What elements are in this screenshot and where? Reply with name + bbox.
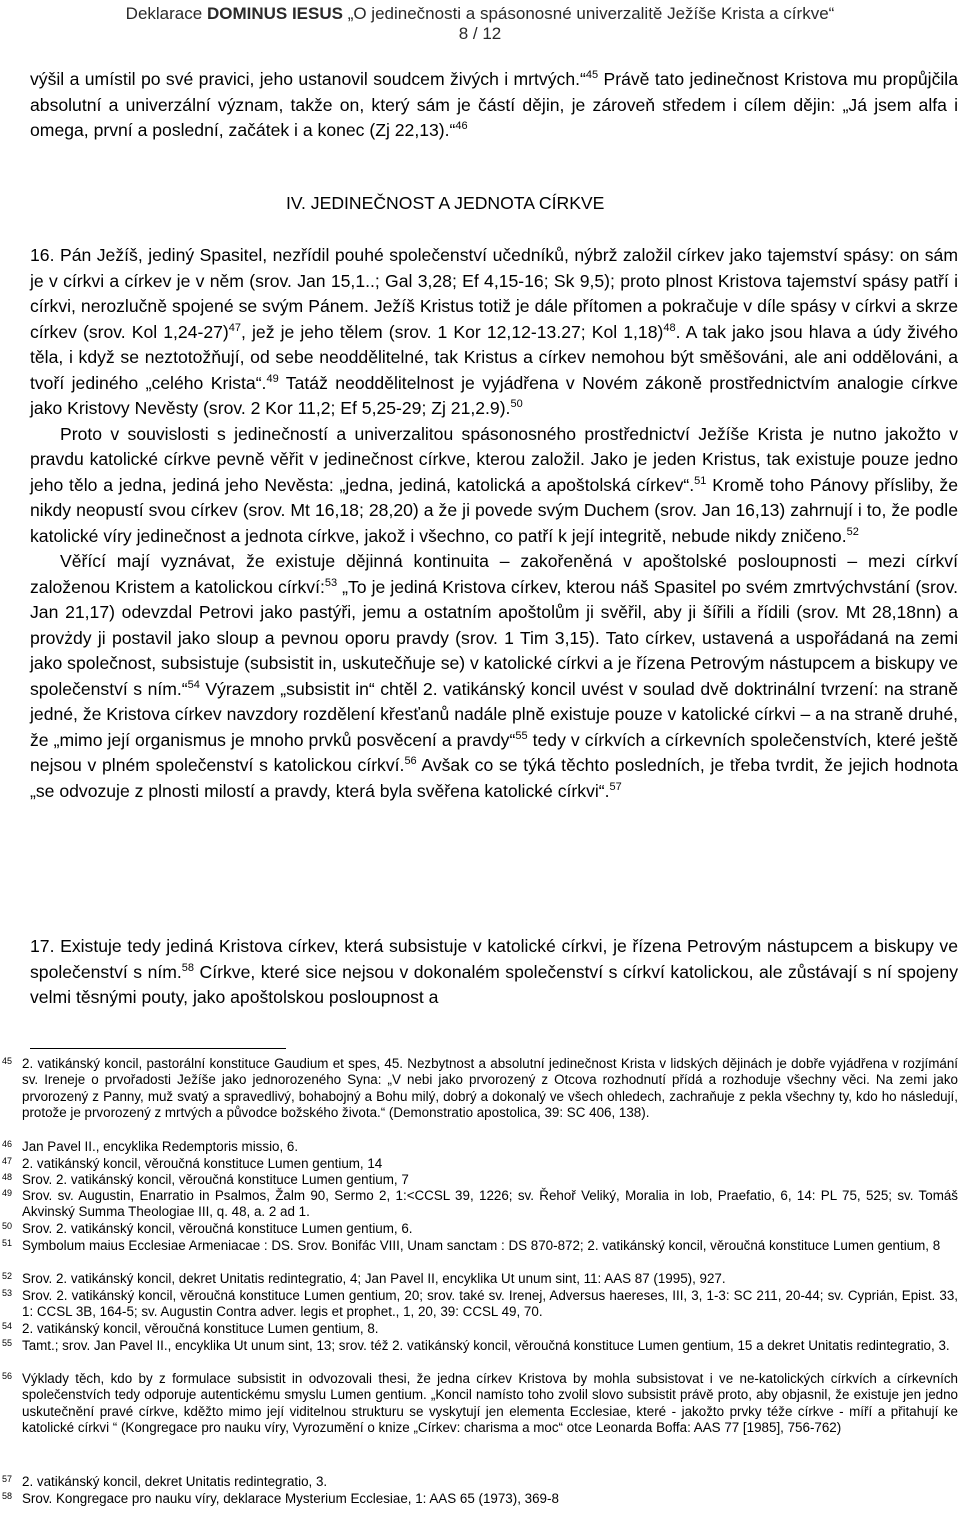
footnote-ref[interactable]: 53 bbox=[324, 576, 338, 589]
page-number: 8 / 12 bbox=[458, 24, 502, 43]
footnote-ref[interactable]: 47 bbox=[228, 321, 242, 334]
footnote-text: Výklady těch, kdo by z formulace subsistit in odvozovali thesi, že jedna církev Kristova by mohla subsistovat i ve ne-katolických církvích a církevních společenstvích tedy odporuje autentickému smyslu Lumen gentium. „Koncil namísto toho zvolil slovo subsistit právě proto, aby objasnil, že existuje jen jedno uskutečnění pravé církve, kděžto mimo její viditelnou strukturu se vyskytují jen elementa Ecclesiae, které - jakožto prvky téže církve - míří a přitahují ke katolické církvi “ (Kongregace pro nauku víry, Vyrozumění o knize „Církev: charisma a moc“ otce Leonarda Boffa: AAS 77 [1985], 756-762) bbox=[22, 1371, 958, 1436]
footnote-number: 47 bbox=[2, 1156, 13, 1166]
footnote-text: Srov. 2. vatikánský koncil, věroučná konstituce Lumen gentium, 20; srov. také sv. Irenej, Adversus haereses, III, 3, 1-3: SC 211, 20-44; sv. Cyprián, Epist. 33, 1: CCSL 3B, 164-5; sv. Augustin Contra adver. legis et prophet., 1, 20, 39: CCSL 49, 70. bbox=[22, 1288, 958, 1320]
footnote-text: Symbolum maius Ecclesiae Armeniacae : DS. Srov. Bonifác VIII, Unam sanctam : DS 870-872; 2. vatikánský koncil, věroučná konstituce Lumen gentium, 8 bbox=[22, 1238, 941, 1253]
paragraph-16-continuation-2: Věřící mají vyznávat, že existuje dějinná kontinuita – zakořeněná v apoštolské posloupnosti – mezi církví založenou Kristem a katolickou církví:$^{53}$ „To je jediná Kristova církev, kterou náš Spasitel po svém zmrtvýchvstání (srov. Jan 21,17) odevzdal Petrovi jako pastýři, jemu a ostatním apoštolům ji svěřil, aby ji šířili a řídili (srov. Mt 28,18nn) a provżdy ji postavil jako sloup a pevnou oporu pravdy (srov. 1 Tim 3,15). Tato církev, ustavená a uspořádaná na zemi jako společnost, subsistuje (subsistit in, uskutečňuje se) v katolické církvi a je řízena Petrovým nástupcem a biskupy ve společenství s ním.“$^{54}$ Výrazem „subsistit in“ chtěl 2. vatikánský koncil uvést v soulad dvě doktrinální tvrzení: na straně jedné, že Kristova církev navzdory rozdělení křesťanů nadále plně existuje pouze v katolické církvi – a na straně druhé, že „mimo její organismus je mnoho prvků posvěcení a pravdy“$^{55}$ tedy v církvích a církevních společenstvích, které ještě nejsou v plném společenství s katolickou církví.$^{56}$ Avšak co se týká těchto posledních, je třeba tvrdit, že jejich hodnota „se odvozuje z plnosti milostí a pravdy, která byla svěřena katolické církvi“.$^{57}$ bbox=[30, 551, 959, 801]
footnote-text: Srov. 2. vatikánský koncil, věroučná konstituce Lumen gentium, 7 bbox=[22, 1172, 409, 1187]
footnote-53 bbox=[0, 1288, 958, 1321]
footnote-52 bbox=[0, 1271, 958, 1287]
footnote-number: 56 bbox=[2, 1371, 13, 1381]
footnote-text: 2. vatikánský koncil, věroučná konstituce Lumen gentium, 14 bbox=[22, 1156, 383, 1171]
footnote-ref[interactable]: 51 bbox=[694, 474, 707, 487]
footnote-ref[interactable]: 54 bbox=[187, 678, 200, 691]
footnote-text: Jan Pavel II., encyklika Redemptoris missio, 6. bbox=[22, 1139, 299, 1154]
footnote-ref[interactable]: 57 bbox=[609, 780, 622, 793]
footnote-text: 2. vatikánský koncil, věroučná konstituce Lumen gentium, 8. bbox=[22, 1321, 379, 1336]
footnote-ref[interactable]: 46 bbox=[455, 120, 468, 132]
footnote-46 bbox=[0, 1139, 958, 1155]
footnote-58 bbox=[0, 1491, 958, 1507]
footnote-ref[interactable]: 45 bbox=[585, 69, 599, 81]
footnote-ref[interactable]: 56 bbox=[404, 755, 417, 767]
footnote-54 bbox=[0, 1321, 958, 1337]
footnote-57 bbox=[0, 1474, 958, 1490]
footnote-ref[interactable]: 58 bbox=[181, 961, 195, 974]
paragraph-16: 16. Pán Ježíš, jediný Spasitel, nezřídil pouhé společenství učedníků, nýbrž založil církev jako tajemství spásy: on sám je v církvi a církev je v něm (srov. Jan 15,1..; Gal 3,28; Ef 4,15-16; Sk 9,5); proto plnost Kristova tajemství spásy patří i církvi, nerozlučně spojené se svým Pánem. Ježíš Kristus totiž je dále přítomen a pokračuje v díle spásy v církvi a skrze církev (srov. Kol 1,24-27)$^{47}$, jež je jeho tělem (srov. 1 Kor 12,12-13.27; Kol 1,18)$^{48}$. A tak jako jsou hlava a údy živého těla, i když se neztotožňují, od sebe neoddělitelné, tak Kristus a církev nemohou být směšováni, ale ani oddělováni, a tvoří jediného „celého Krista“.$^{49}$ Tatáž neoddělitelnost je vyjádřena v Novém zákoně prostřednictvím analogie církve jako Kristovy Nevěsty (srov. 2 Kor 11,2; Ef 5,25-29; Zj 21,2.9).$^{50}$ Proto v souvislosti s jedinečností a univerzalitou spásonosného prostřednictví Ježíše Krista je nutno jakožto v pravdu katolické církve pevně věřit v jedinečnost církve, kterou založil. Jako je jeden Kristus, tak existuje pouze jedno jeho tělo a jedna, jediná jeho Nevěsta: „jedna, jediná, katolická a apoštolská církev“.$^{51}$ Kromě toho Pánovy přísliby, že nikdy neopustí svou církev (srov. Mt 16,18; 28,20) a že ji povede svým Duchem (srov. Jan 16,13) zahrnují i to, že podle katolické víry jedinečnost a jednota církve, jakož i všechno, co patří k její integritě, nebude nikdy zničeno.$^{52}$ Věřící mají vyznávat, že existuje dějinná kontinuita – zakořeněná v apoštolské posloupnosti – mezi církví založenou Kristem a katolickou církví:$^{53}$ „To je jediná Kristova církev, kterou náš Spasitel po svém zmrtvýchvstání (srov. Jan 21,17) odevzdal Petrovi jako pastýři, jemu a ostatním apoštolům ji svěřil, aby ji šířili a řídili (srov. Mt 28,18nn) a provżdy ji postavil jako sloup a pevnou oporu pravdy (srov. 1 Tim 3,15). Tato církev, ustavená a uspořádaná na zemi jako společnost, subsistuje (subsistit in, uskutečňuje se) v katolické církvi a je řízena Petrovým nástupcem a biskupy ve společenství s ním.“$^{54}$ Výrazem „subsistit in“ chtěl 2. vatikánský koncil uvést v soulad dvě doktrinální tvrzení: na straně jedné, že Kristova církev navzdory rozdělení křesťanů nadále plně existuje pouze v katolické církvi – a na straně druhé, že „mimo její organismus je mnoho prvků posvěcení a pravdy“$^{55}$ tedy v církvích a církevních společenstvích, které ještě nejsou v plném společenství s katolickou církví.$^{56}$ Avšak co se týká těchto posledních, je třeba tvrdit, že jejich hodnota „se odvozuje z plnosti milostí a pravdy, která byla svěřena katolické církvi“.$^{57}$ bbox=[30, 243, 958, 804]
footnote-number: 51 bbox=[2, 1238, 13, 1248]
footnote-47 bbox=[0, 1156, 958, 1172]
footnote-45 bbox=[0, 1056, 958, 1122]
intro-paragraph: výšil a umístil po své pravici, jeho ustanovil soudcem živých i mrtvých.“$^{45}$ Právě tato jedinečnost Kristova mu propůjčila absolutní a univerzální význam, takže on, který sám je částí dějin, je zároveň středem i cílem dějin: „Já jsem alfa i omega, první a poslední, začátek i a konec (Zj 22,13).“$^{46}$ bbox=[30, 69, 958, 140]
section-heading: IV. JEDINEČNOST A JEDNOTA CÍRKVE bbox=[286, 193, 605, 213]
document-header bbox=[0, 4, 960, 44]
footnote-ref[interactable]: 48 bbox=[663, 321, 676, 334]
footnote-ref[interactable]: 50 bbox=[510, 398, 523, 410]
footnote-number: 48 bbox=[2, 1172, 13, 1182]
footnote-number: 58 bbox=[2, 1491, 13, 1501]
footnote-number: 45 bbox=[2, 1056, 13, 1066]
footnote-number: 54 bbox=[2, 1321, 13, 1331]
footnote-number: 53 bbox=[2, 1288, 13, 1298]
footnote-number: 46 bbox=[2, 1139, 13, 1149]
footnote-number: 50 bbox=[2, 1221, 13, 1231]
paragraph-16-continuation: Proto v souvislosti s jedinečností a univerzalitou spásonosného prostřednictví Ježíše Krista je nutno jakožto v pravdu katolické církve pevně věřit v jedinečnost církve, kterou založil. Jako je jeden Kristus, tak existuje pouze jedno jeho tělo a jedna, jediná jeho Nevěsta: „jedna, jediná, katolická a apoštolská církev“.$^{51}$ Kromě toho Pánovy přísliby, že nikdy neopustí svou církev (srov. Mt 16,18; 28,20) a že ji povede svým Duchem (srov. Jan 16,13) zahrnují i to, že podle katolické víry jedinečnost a jednota církve, jakož i všechno, co patří k její integritě, nebude nikdy zničeno.$^{52}$ bbox=[30, 423, 958, 546]
footnote-number: 57 bbox=[2, 1474, 13, 1484]
footnote-text: 2. vatikánský koncil, dekret Unitatis redintegratio, 3. bbox=[22, 1474, 328, 1489]
footnote-number: 55 bbox=[2, 1338, 13, 1348]
footnote-ref[interactable]: 49 bbox=[266, 372, 279, 385]
footnote-55 bbox=[0, 1338, 958, 1354]
document-title: Deklarace DOMINUS IESUS „O jedinečnosti a spásonosné univerzalitě Ježíše Krista a církve“ bbox=[125, 4, 835, 23]
footnote-text: Srov. Kongregace pro nauku víry, deklarace Mysterium Ecclesiae, 1: AAS 65 (1973), 369-8 bbox=[22, 1491, 559, 1506]
footnote-separator bbox=[30, 1048, 286, 1049]
paragraph-17: 17. Existuje tedy jediná Kristova církev, která subsistuje v katolické církvi, je řízena Petrovým nástupcem a biskupy ve společenství s ním.$^{58}$ Církve, které sice nejsou v dokonalém společenství s církví katolickou, ale zůstávají s ní spojeny velmi těsnými pouty, jako apoštolskou posloupnost a bbox=[30, 936, 958, 1007]
footnote-number: 52 bbox=[2, 1271, 13, 1281]
footnote-48 bbox=[0, 1172, 958, 1188]
footnote-50 bbox=[0, 1221, 958, 1237]
footnote-text: Tamt.; srov. Jan Pavel II., encyklika Ut unum sint, 13; srov. též 2. vatikánský koncil, věroučná konstituce Lumen gentium, 15 a dekret Unitatis redintegratio, 3. bbox=[22, 1338, 950, 1353]
footnote-49 bbox=[0, 1188, 958, 1221]
footnote-51 bbox=[0, 1238, 958, 1254]
footnote-text: Srov. sv. Augustin, Enarratio in Psalmos, Žalm 90, Sermo 2, 1:<CCSL 39, 1226; sv. Řehoř Veliký, Moralia in Iob, Praefatio, 6, 14: PL 75, 525; sv. Tomáš Akvinský Summa Theologiae III, q. 48, a. 2 ad 1. bbox=[22, 1188, 958, 1220]
footnote-ref[interactable]: 52 bbox=[846, 525, 859, 538]
footnote-number: 49 bbox=[2, 1188, 13, 1198]
footnote-ref[interactable]: 55 bbox=[515, 729, 528, 742]
footnote-text: Srov. 2. vatikánský koncil, věroučná konstituce Lumen gentium, 6. bbox=[22, 1221, 413, 1236]
footnote-56 bbox=[0, 1371, 958, 1437]
footnote-text: 2. vatikánský koncil, pastorální konstituce Gaudium et spes, 45. Nezbytnost a absolutní jedinečnost Krista v lidských dějinách je dobře vyjádřena v rozjímání sv. Ireneje o prvořadosti Ježíše jako jednorozeného Syna: „V nebi jako prvorozený z Otcova rozhodnutí přídá a rozhoduje všechny věci. Na zemi jako prvorozený z Panny, muž svatý a spravedlivý, bohabojný a Bohu milý, dobrý a dokonalý ve všech ohledech, zachraňuje z pekla všechny ty, kdo ho následují, protože je prvorozený z mrtvých a původce božského života.“ (Demonstratio apostolica, 39: SC 406, 138). bbox=[22, 1056, 958, 1121]
footnote-text: Srov. 2. vatikánský koncil, dekret Unitatis redintegratio, 4; Jan Pavel II, encyklika Ut unum sint, 11: AAS 87 (1995), 927. bbox=[22, 1271, 726, 1286]
